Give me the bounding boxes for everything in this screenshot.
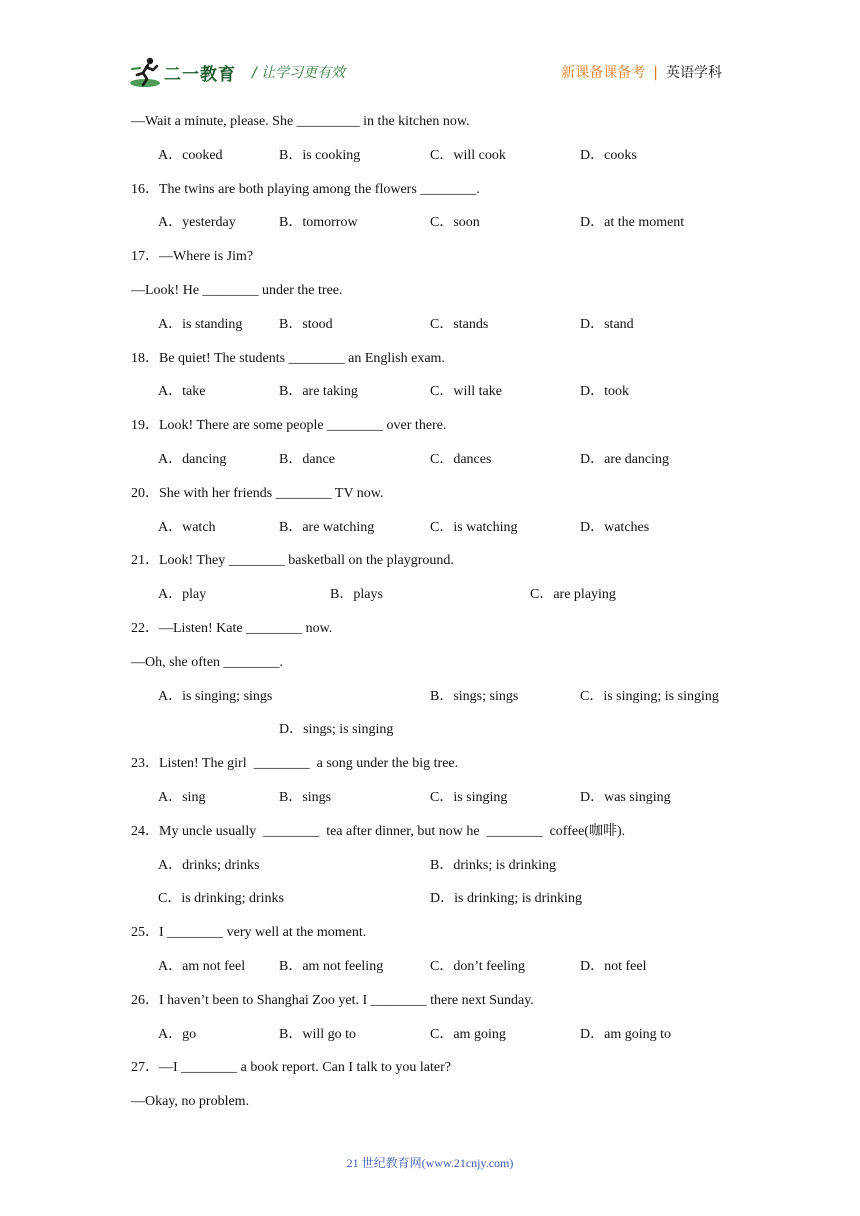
logo-text: 二一教育 bbox=[164, 64, 236, 85]
question-line: 22．—Listen! Kate ________ now. bbox=[131, 621, 333, 636]
answer-option: A．is standing bbox=[158, 317, 243, 332]
options-row bbox=[0, 958, 860, 976]
question-line: —Okay, no problem. bbox=[131, 1094, 250, 1109]
answer-option: D．took bbox=[580, 384, 629, 399]
answer-option: A．cooked bbox=[158, 148, 223, 163]
question-line: —Oh, she often ________. bbox=[131, 655, 284, 670]
answer-option: C．stands bbox=[430, 317, 489, 332]
answer-option: A．is singing; sings bbox=[158, 689, 273, 704]
options-row bbox=[0, 721, 860, 739]
header-separator: | bbox=[653, 65, 658, 81]
question-line: 18．Be quiet! The students ________ an English exam. bbox=[131, 351, 445, 366]
answer-option: A．take bbox=[158, 384, 206, 399]
answer-option: D．sings; is singing bbox=[279, 722, 394, 737]
answer-option: C．is watching bbox=[430, 520, 518, 535]
slogan: / 让学习更有效 bbox=[252, 65, 346, 81]
options-row bbox=[0, 147, 860, 165]
question-line: 24．My uncle usually ________ tea after dinner, but now he ________ coffee(咖啡). bbox=[131, 824, 626, 839]
answer-option: B．stood bbox=[279, 317, 333, 332]
options-row bbox=[0, 1026, 860, 1044]
answer-option: B．drinks; is drinking bbox=[430, 858, 557, 873]
answer-option: B．am not feeling bbox=[279, 959, 384, 974]
question-line: 27．—I ________ a book report. Can I talk to you later? bbox=[131, 1060, 451, 1075]
answer-option: C．is singing; is singing bbox=[580, 689, 719, 704]
answer-option: D．are dancing bbox=[580, 452, 670, 467]
answer-option: A．drinks; drinks bbox=[158, 858, 260, 873]
options-row bbox=[0, 857, 860, 875]
question-line: 26．I haven’t been to Shanghai Zoo yet. I ________ there next Sunday. bbox=[131, 993, 534, 1008]
page-footer: 21 世纪教育网(www.21cnjy.com) bbox=[346, 1156, 514, 1170]
answer-option: B．tomorrow bbox=[279, 215, 358, 230]
answer-option: C．dances bbox=[430, 452, 492, 467]
answer-option: B．are watching bbox=[279, 520, 375, 535]
answer-option: B．will go to bbox=[279, 1027, 357, 1042]
options-row bbox=[0, 890, 860, 908]
subject-label: 英语学科 bbox=[666, 65, 722, 81]
answer-option: D．at the moment bbox=[580, 215, 685, 230]
answer-option: D．am going to bbox=[580, 1027, 671, 1042]
answer-option: A．yesterday bbox=[158, 215, 236, 230]
options-row bbox=[0, 519, 860, 537]
answer-option: B．sings bbox=[279, 790, 332, 805]
header-right bbox=[561, 62, 722, 82]
answer-option: C．soon bbox=[430, 215, 480, 230]
answer-option: C．is singing bbox=[430, 790, 508, 805]
runner-logo-icon bbox=[128, 55, 162, 89]
brand-logo bbox=[128, 54, 236, 90]
exam-label: 新课备课备考 bbox=[561, 65, 646, 81]
answer-option: A．watch bbox=[158, 520, 216, 535]
answer-option: B．are taking bbox=[279, 384, 358, 399]
answer-option: A．am not feel bbox=[158, 959, 246, 974]
page-header bbox=[0, 0, 860, 95]
answer-option: A．sing bbox=[158, 790, 206, 805]
answer-option: C．am going bbox=[430, 1027, 506, 1042]
question-line: 16．The twins are both playing among the flowers ________. bbox=[131, 182, 480, 197]
answer-option: D．watches bbox=[580, 520, 650, 535]
options-row bbox=[0, 316, 860, 334]
answer-option: C．will cook bbox=[430, 148, 506, 163]
options-row bbox=[0, 214, 860, 232]
options-row bbox=[0, 789, 860, 807]
answer-option: D．was singing bbox=[580, 790, 671, 805]
answer-option: D．stand bbox=[580, 317, 634, 332]
answer-option: B．is cooking bbox=[279, 148, 361, 163]
answer-option: A．dancing bbox=[158, 452, 227, 467]
answer-option: C．are playing bbox=[530, 587, 616, 602]
question-line: 25．I ________ very well at the moment. bbox=[131, 925, 367, 940]
answer-option: D．is drinking; is drinking bbox=[430, 891, 583, 906]
options-row bbox=[0, 383, 860, 401]
question-line: 21．Look! They ________ basketball on the playground. bbox=[131, 553, 454, 568]
options-row bbox=[0, 688, 860, 706]
answer-option: B．sings; sings bbox=[430, 689, 519, 704]
answer-option: A．play bbox=[158, 587, 207, 602]
question-line: 17．—Where is Jim? bbox=[131, 249, 254, 264]
options-row bbox=[0, 451, 860, 469]
answer-option: B．dance bbox=[279, 452, 335, 467]
question-line: —Look! He ________ under the tree. bbox=[131, 283, 343, 298]
question-line: 19．Look! There are some people ________ over there. bbox=[131, 418, 447, 433]
answer-option: C．don’t feeling bbox=[430, 959, 526, 974]
answer-option: D．not feel bbox=[580, 959, 647, 974]
question-line: 20．She with her friends ________ TV now. bbox=[131, 486, 384, 501]
answer-option: C．is drinking; drinks bbox=[158, 891, 285, 906]
answer-option: C．will take bbox=[430, 384, 502, 399]
answer-option: A．go bbox=[158, 1027, 197, 1042]
question-line: —Wait a minute, please. She _________ in the kitchen now. bbox=[131, 114, 470, 129]
options-row bbox=[0, 586, 860, 604]
answer-option: D．cooks bbox=[580, 148, 637, 163]
question-line: 23．Listen! The girl ________ a song under the big tree. bbox=[131, 756, 459, 771]
answer-option: B．plays bbox=[330, 587, 383, 602]
